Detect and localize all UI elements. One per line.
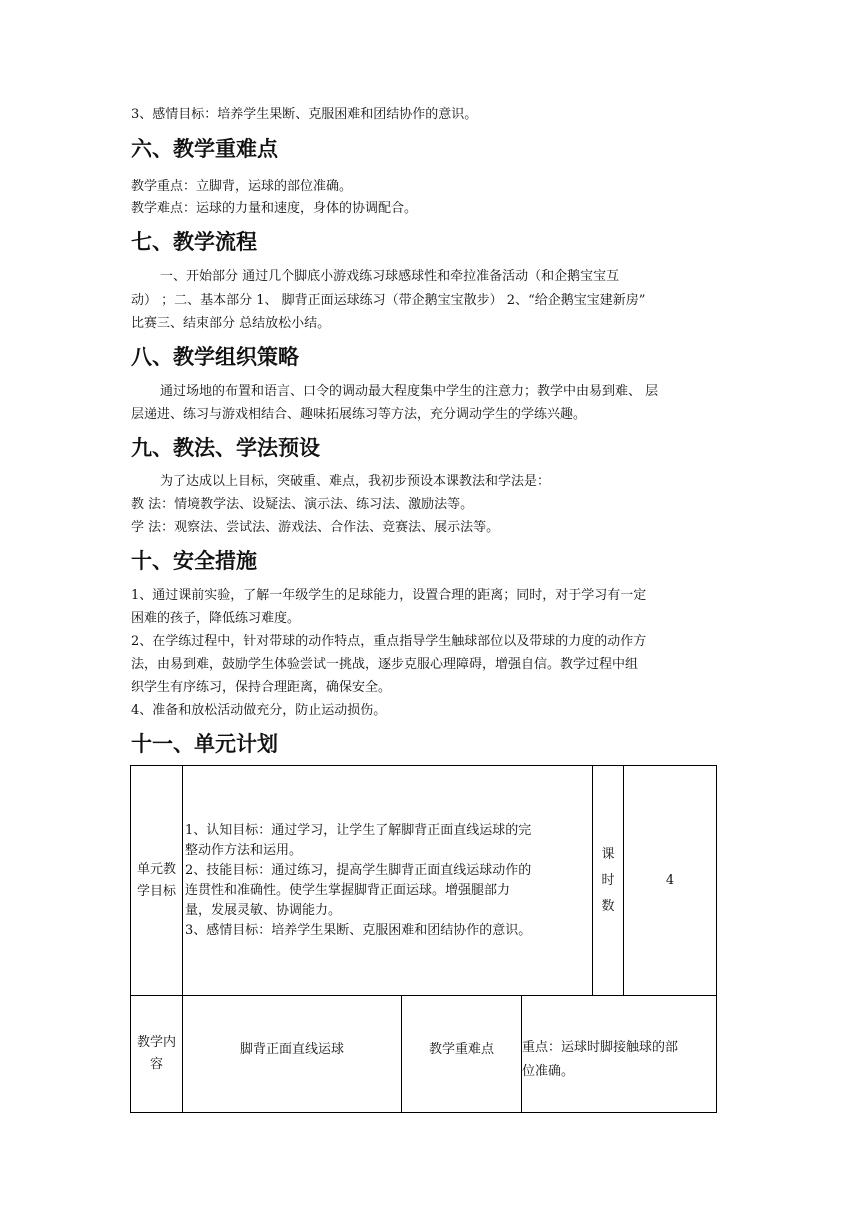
goal-cognitive-line-2: 整动作方法和运用。 xyxy=(185,842,303,858)
methods-intro: 为了达成以上目标，突破重、难点，我初步预设本课教法和学法是： xyxy=(160,474,551,489)
goals-label-line-1: 单元教 xyxy=(136,861,176,877)
hours-value-cell: 4 xyxy=(624,766,717,996)
key-value-cell xyxy=(522,996,717,1113)
safety-line-3: 2、在学练过程中，针对带球的动作特点，重点指导学生触球部位以及带球的力度的动作方 xyxy=(131,634,647,649)
content-label-cell xyxy=(131,996,183,1113)
hours-label-char-1: 课 xyxy=(601,846,615,862)
key-value-line-1: 重点：运球时脚接触球的部 xyxy=(522,1040,679,1055)
teaching-difficult-point: 教学难点：运球的力量和速度，身体的协调配合。 xyxy=(131,201,418,216)
content-label-line-2: 容 xyxy=(149,1057,163,1072)
safety-line-2: 困难的孩子，降低练习难度。 xyxy=(131,611,301,626)
goal-cognitive-line-1: 1、认知目标：通过学习，让学生了解脚背正面直线运球的完 xyxy=(185,822,532,838)
hours-label-cell xyxy=(593,766,624,996)
flow-line-2: 动） ；二、基本部分 1、 脚背正面运球练习（带企鹅宝宝散步） 2、“给企鹅宝宝建新房” xyxy=(131,293,646,308)
goal-emotion-line: 3、感情目标：培养学生果断、克服困难和团结协作的意识。 xyxy=(185,922,532,938)
key-value-line-2: 位准确。 xyxy=(522,1064,575,1079)
content-label-line-1: 教学内 xyxy=(136,1035,176,1050)
organization-line-2: 层递进、练习与游戏相结合、趣味拓展练习等方法，充分调动学生的学练兴趣。 xyxy=(131,407,587,422)
safety-line-6: 4、准备和放松活动做充分，防止运动损伤。 xyxy=(131,703,387,718)
organization-line-1: 通过场地的布置和语言、口令的调动最大程度集中学生的注意力；教学中由易到难、 层 xyxy=(160,384,659,399)
teaching-key-point: 教学重点：立脚背，运球的部位准确。 xyxy=(131,179,353,194)
goals-row xyxy=(131,766,717,996)
flow-line-3: 比赛三、结束部分 总结放松小结。 xyxy=(131,316,331,331)
safety-line-5: 织学生有序练习，保持合理距离，确保安全。 xyxy=(131,680,392,695)
section-heading-unit-plan: 十一、单元计划 xyxy=(131,732,278,756)
goal-skill-line-2: 连贯性和准确性。使学生掌握脚背正面运球。增强腿部力 xyxy=(185,882,511,898)
goals-cell xyxy=(183,766,593,996)
content-value-cell: 脚背正面直线运球 xyxy=(183,996,402,1113)
flow-line-1: 一、开始部分 通过几个脚底小游戏练习球感球性和牵拉准备活动（和企鹅宝宝互 xyxy=(160,269,620,284)
section-heading-safety: 十、安全措施 xyxy=(131,549,257,573)
emotion-goal-line: 3、感情目标：培养学生果断、克服困难和团结协作的意识。 xyxy=(131,107,478,122)
learning-methods: 学 法：观察法、尝试法、游戏法、合作法、竞赛法、展示法等。 xyxy=(131,520,500,535)
goals-label-line-2: 学目标 xyxy=(136,883,176,899)
goals-label-cell xyxy=(131,766,183,996)
section-heading-flow: 七、教学流程 xyxy=(131,230,257,254)
hours-label-char-2: 时 xyxy=(601,872,615,888)
section-heading-methods: 九、教法、学法预设 xyxy=(131,436,320,460)
teaching-methods: 教 法：情境教学法、设疑法、演示法、练习法、激励法等。 xyxy=(131,497,474,512)
content-row xyxy=(131,996,717,1113)
unit-plan-table xyxy=(130,765,717,1113)
goal-skill-line-1: 2、技能目标：通过练习，提高学生脚背正面直线运球动作的 xyxy=(185,862,532,878)
section-heading-organization: 八、教学组织策略 xyxy=(131,345,299,369)
section-heading-key-difficult: 六、教学重难点 xyxy=(131,137,278,161)
goal-skill-line-3: 量，发展灵敏、协调能力。 xyxy=(185,902,342,918)
safety-line-1: 1、通过课前实验，了解一年级学生的足球能力，设置合理的距离；同时，对于学习有一定 xyxy=(131,588,647,603)
hours-label-char-3: 数 xyxy=(601,898,615,914)
key-label-cell: 教学重难点 xyxy=(402,996,522,1113)
safety-line-4: 法，由易到难，鼓励学生体验尝试一挑战，逐步克服心理障碍，增强自信。教学过程中组 xyxy=(131,657,639,672)
